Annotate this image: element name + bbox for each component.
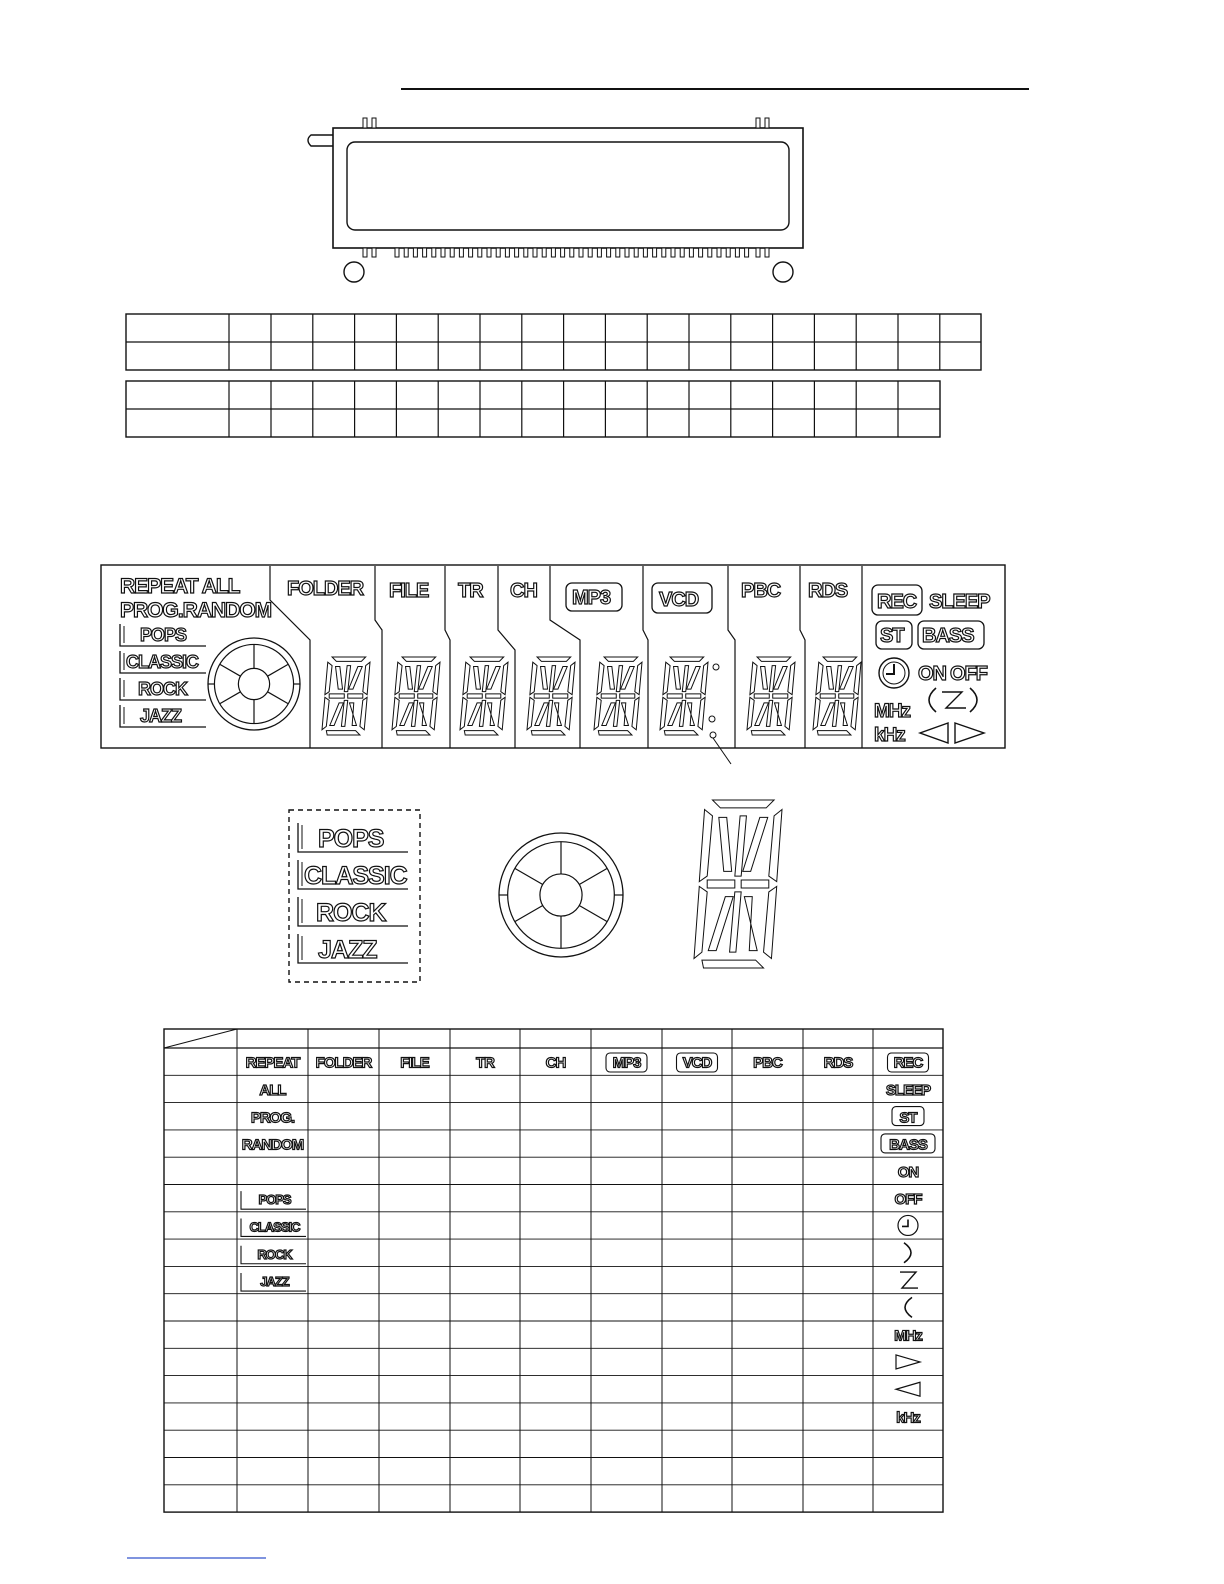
grid-repeat-cell: JAZZ — [260, 1274, 289, 1290]
grid-rec-cell: ON — [897, 1163, 919, 1181]
bottom-pin — [689, 248, 693, 257]
grid-header-repeat: REPEAT — [245, 1054, 300, 1072]
digit-detail — [694, 800, 782, 968]
bottom-pin — [579, 248, 583, 257]
colon-dot-lower — [709, 716, 715, 722]
disc-icon — [208, 638, 300, 730]
bottom-pin — [551, 248, 555, 257]
segment-display — [101, 565, 1005, 764]
bottom-pin — [726, 248, 730, 257]
label-prog-random: PROG.RANDOM — [120, 599, 272, 622]
bottom-pin — [505, 248, 509, 257]
label-file: FILE — [389, 580, 429, 602]
grid-header-vcd: VCD — [682, 1054, 712, 1072]
display-module — [308, 118, 803, 282]
bottom-pin — [662, 248, 666, 257]
bottom-pin — [717, 248, 721, 257]
bottom-pin — [404, 248, 408, 257]
grid-repeat-cell: POPS — [258, 1192, 291, 1208]
grid-repeat-cell: PROG. — [250, 1109, 295, 1127]
mount-hole-left — [344, 262, 364, 282]
label-on: ON — [918, 663, 946, 685]
genre-detail — [289, 810, 420, 982]
bottom-pin — [478, 248, 482, 257]
bottom-pin — [515, 248, 519, 257]
bottom-pin — [441, 248, 445, 257]
clock-icon — [898, 1215, 918, 1235]
grid-header-rds: RDS — [823, 1054, 853, 1072]
grid-header-file: FILE — [400, 1054, 429, 1072]
bottom-pin — [643, 248, 647, 257]
grid-header-tr: TR — [476, 1054, 494, 1072]
grid-rec-cell: kHz — [896, 1409, 920, 1427]
grid-repeat-cell: ALL — [259, 1081, 286, 1099]
grid-header-ch: CH — [545, 1054, 566, 1072]
bottom-pin — [459, 248, 463, 257]
label-bass: BASS — [922, 625, 974, 647]
bottom-pin — [363, 248, 367, 257]
pin-table-1 — [126, 314, 981, 370]
grid-assignment-table — [164, 1029, 943, 1512]
label-pbc: PBC — [741, 580, 781, 602]
label-sleep: SLEEP — [929, 591, 990, 613]
bottom-pin — [634, 248, 638, 257]
grid-rec-cell: BASS — [889, 1136, 927, 1154]
grid-rec-cell: ST — [899, 1109, 917, 1127]
grid-repeat-cell: ROCK — [257, 1246, 292, 1262]
grid-header-folder: FOLDER — [315, 1054, 372, 1072]
label-tr: TR — [458, 580, 483, 602]
label-vcd: VCD — [659, 589, 699, 611]
label-st: ST — [880, 625, 904, 647]
label-folder: FOLDER — [287, 578, 364, 600]
bottom-pin — [395, 248, 399, 257]
genre-label: JAZZ — [318, 936, 377, 964]
label-mp3: MP3 — [572, 587, 611, 609]
disc-icon — [499, 833, 623, 957]
grid-repeat-cell: RANDOM — [241, 1136, 304, 1154]
bottom-pin — [413, 248, 417, 257]
label-rds: RDS — [808, 580, 848, 602]
genre-label: POPS — [318, 825, 384, 853]
bottom-pin — [372, 248, 376, 257]
bottom-pin — [542, 248, 546, 257]
bottom-pin — [708, 248, 712, 257]
genre-label: ROCK — [138, 679, 187, 699]
bottom-pin — [671, 248, 675, 257]
bottom-pin — [607, 248, 611, 257]
colon-dot-upper — [713, 664, 719, 670]
label-ch: CH — [510, 580, 537, 602]
bottom-pin — [423, 248, 427, 257]
bottom-pin — [588, 248, 592, 257]
bottom-pin — [487, 248, 491, 257]
bottom-pin — [533, 248, 537, 257]
bottom-pin — [699, 248, 703, 257]
pin-table-2 — [126, 381, 940, 437]
label-off: OFF — [950, 663, 987, 685]
bottom-pin — [597, 248, 601, 257]
grid-rec-cell: SLEEP — [885, 1081, 931, 1099]
bottom-pin — [570, 248, 574, 257]
bottom-pin — [625, 248, 629, 257]
bottom-pin — [524, 248, 528, 257]
grid-header-mp3: MP3 — [612, 1054, 641, 1072]
bottom-pin — [745, 248, 749, 257]
grid-header-rec: REC — [893, 1054, 923, 1072]
bottom-pin — [496, 248, 500, 257]
bottom-pin — [680, 248, 684, 257]
bottom-pin — [653, 248, 657, 257]
genre-label: ROCK — [316, 899, 386, 927]
genre-item-classic — [120, 651, 206, 673]
grid-header-pbc: PBC — [753, 1054, 782, 1072]
bottom-pin — [756, 248, 760, 257]
disc-detail — [499, 833, 623, 957]
genre-label: CLASSIC — [126, 652, 199, 672]
genre-label: POPS — [140, 625, 187, 645]
label-mhz: MHz — [874, 701, 911, 722]
grid-rec-cell: MHz — [894, 1327, 922, 1345]
bottom-pin — [616, 248, 620, 257]
top-pin — [765, 118, 769, 128]
genre-label: CLASSIC — [304, 862, 407, 890]
bottom-pin — [469, 248, 473, 257]
genre-item-rock — [298, 897, 408, 927]
genre-item-jazz — [298, 934, 408, 964]
bottom-pin — [735, 248, 739, 257]
clock-icon — [879, 658, 909, 688]
genre-label: JAZZ — [140, 706, 181, 726]
mount-hole-right — [773, 262, 793, 282]
top-pin — [363, 118, 367, 128]
digit-14seg — [694, 800, 782, 968]
label-repeat-all: REPEAT ALL — [120, 575, 240, 598]
grid-rec-cell: OFF — [894, 1191, 922, 1209]
label-rec: REC — [877, 591, 917, 613]
bottom-pin — [561, 248, 565, 257]
top-pin — [372, 118, 376, 128]
bottom-pin — [450, 248, 454, 257]
label-khz: kHz — [874, 725, 905, 746]
bottom-pin — [432, 248, 436, 257]
bottom-pin — [765, 248, 769, 257]
top-pin — [756, 118, 760, 128]
genre-item-pops — [298, 823, 408, 853]
grid-repeat-cell: CLASSIC — [249, 1219, 300, 1235]
genre-item-classic — [298, 860, 408, 890]
decimal-dot — [710, 732, 716, 738]
